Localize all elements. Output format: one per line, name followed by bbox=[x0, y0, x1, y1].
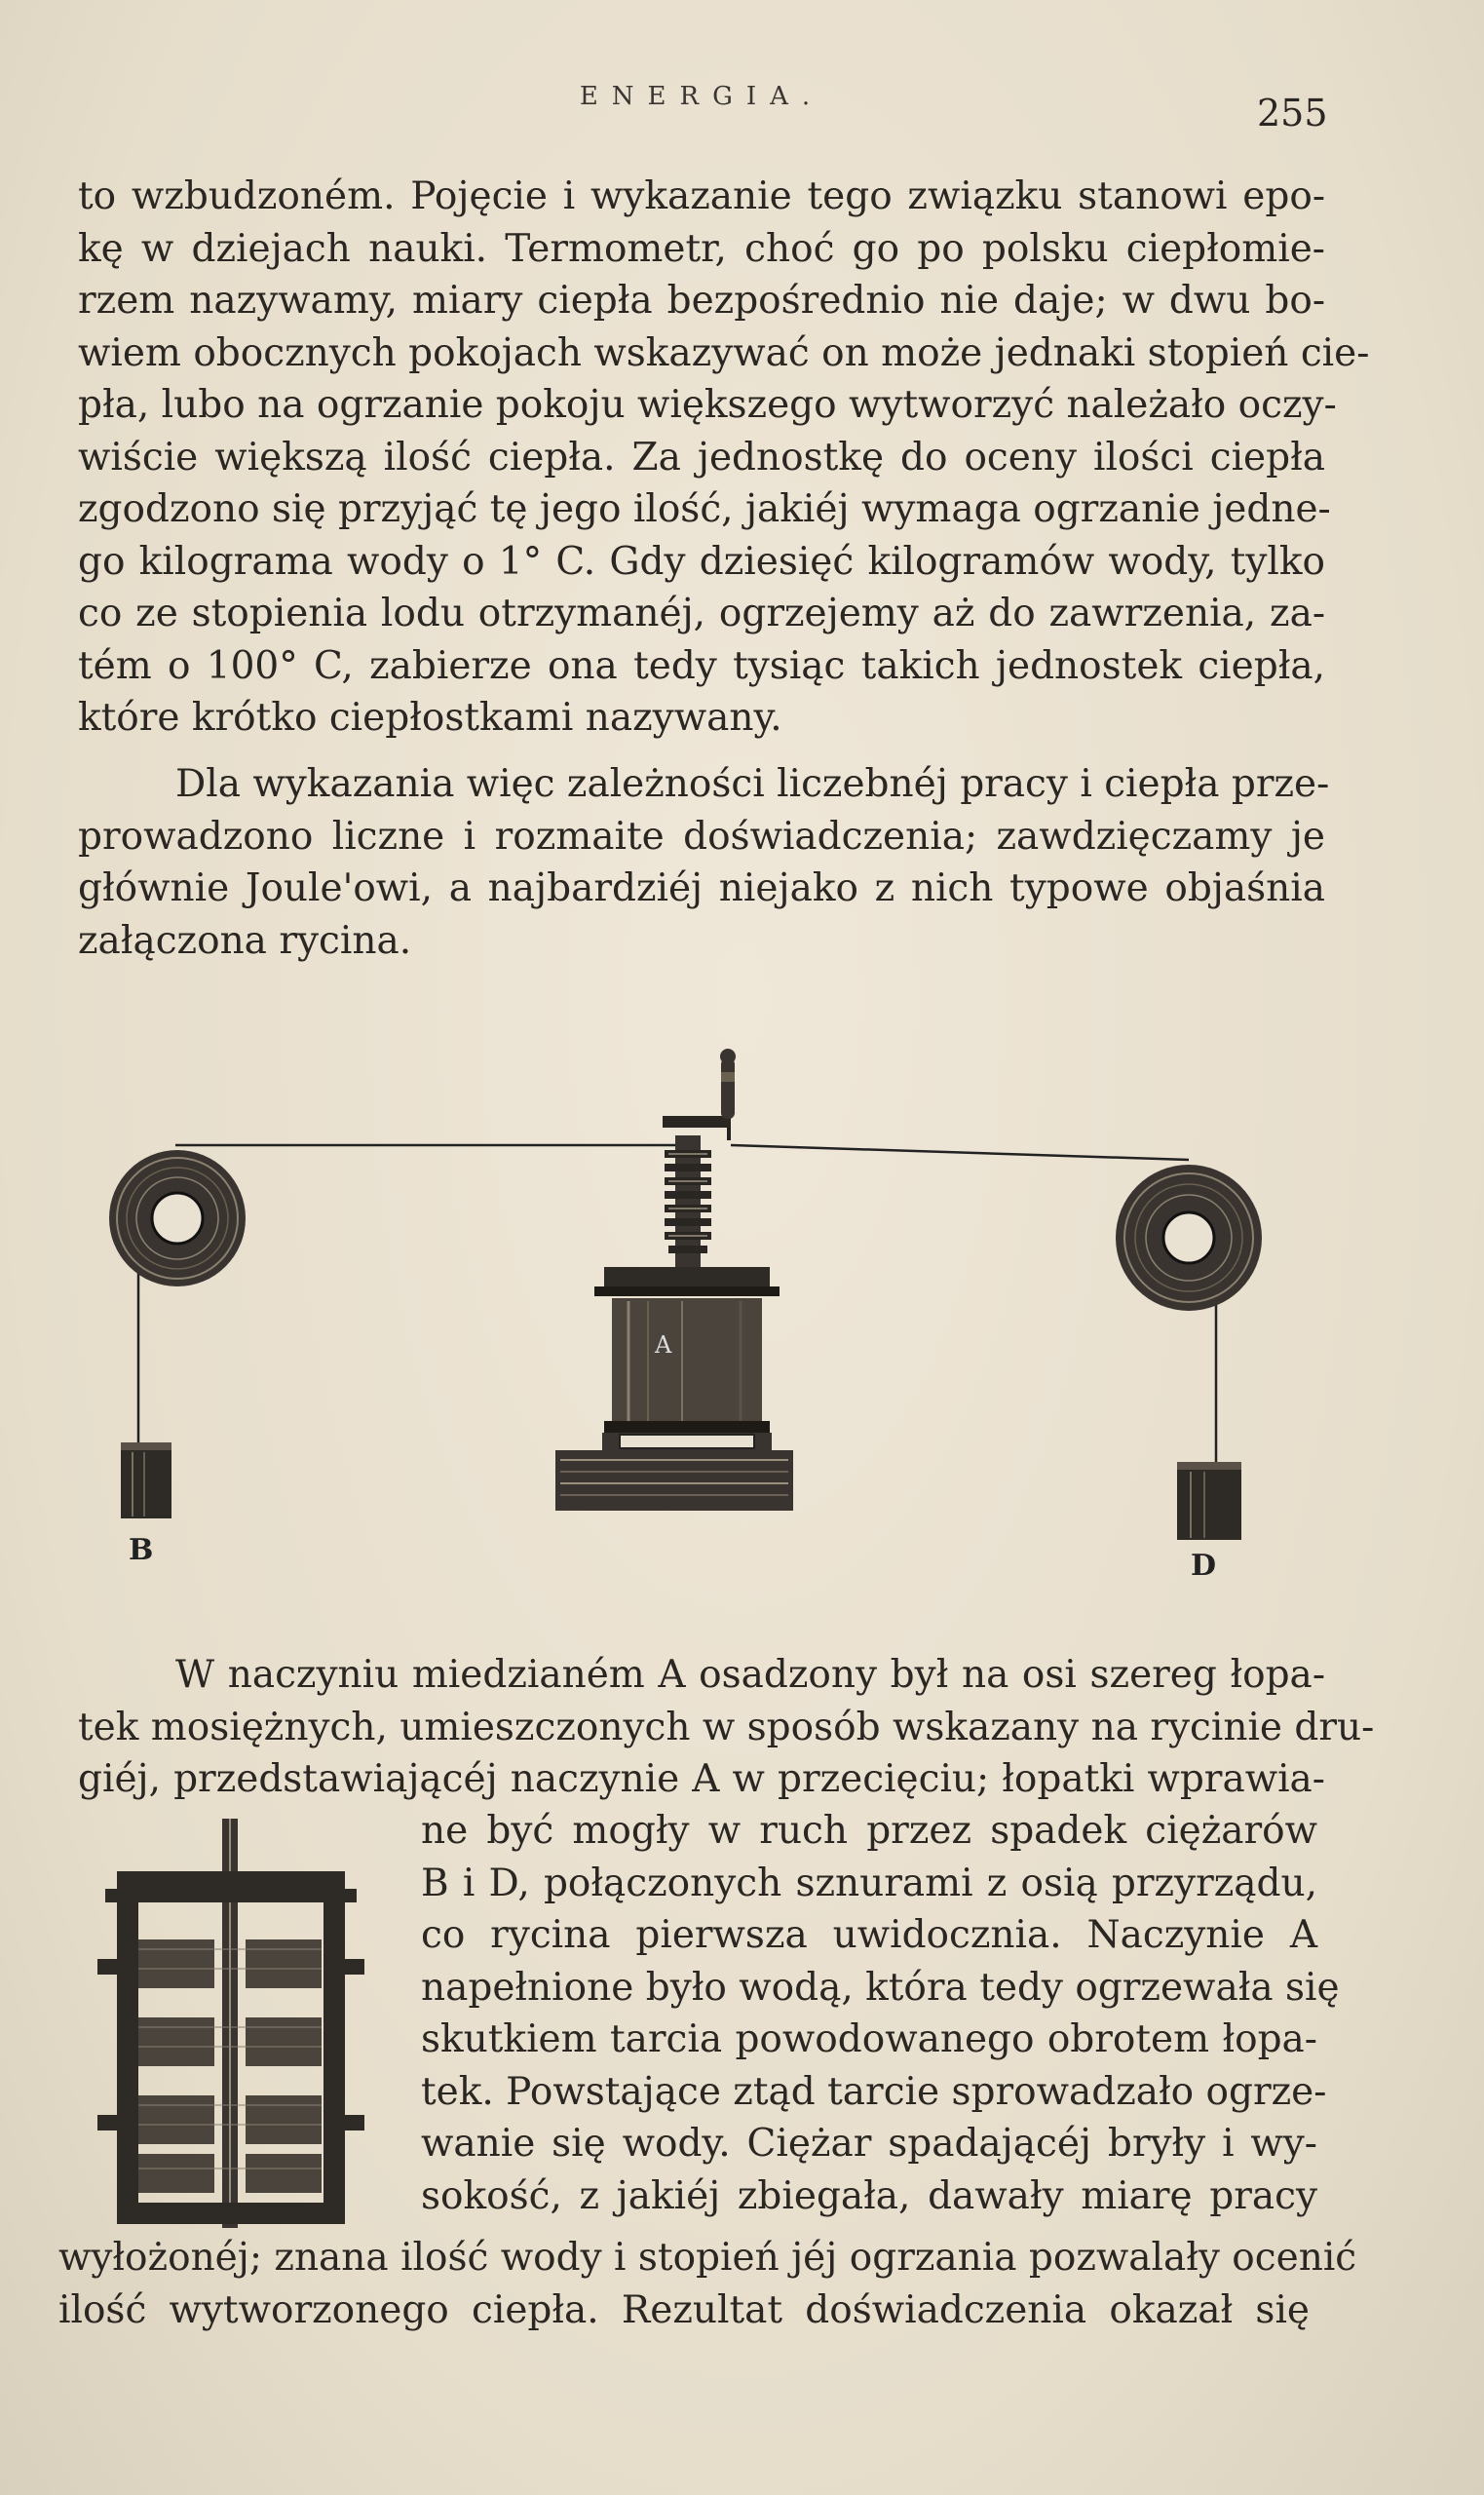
text-line: wyłożonéj; znana ilość wody i stopień jéj ogrzania pozwalały ocenić bbox=[58, 2236, 1357, 2280]
paragraph-3-wrapped bbox=[421, 1805, 1340, 2222]
label-d: D bbox=[1191, 1549, 1217, 1583]
right-pulley bbox=[1116, 1165, 1262, 1311]
text-line: napełnione było wodą, która tedy ogrzewała się bbox=[421, 1965, 1340, 2010]
text-line: tek mosiężnych, umieszczonych w sposób wskazany na rycinie dru- bbox=[78, 1705, 1375, 1749]
text-line: wiem obocznych pokojach wskazywać on może jednaki stopień cie- bbox=[78, 330, 1370, 375]
text-line: ilość wytworzonego ciepła. Rezultat doświadczenia okazał się bbox=[58, 2287, 1310, 2332]
weight-b bbox=[121, 1442, 171, 1518]
crank-handle bbox=[663, 1049, 736, 1140]
text-line: załączona rycina. bbox=[78, 918, 412, 963]
text-line: go kilograma wody o 1° C. Gdy dziesięć kilogramów wody, tylko bbox=[78, 539, 1325, 584]
vessel-section bbox=[97, 1819, 364, 2228]
text-line: B i D, połączonych sznurami z osią przyrządu, bbox=[421, 1861, 1317, 1905]
text-line: tek. Powstające ztąd tarcie sprowadzało ogrze- bbox=[421, 2069, 1327, 2114]
weight-d bbox=[1177, 1462, 1241, 1540]
text-line: W naczyniu miedzianém A osadzony był na osi szereg łopa- bbox=[175, 1653, 1325, 1697]
text-line: skutkiem tarcia powodowanego obrotem łopa- bbox=[421, 2017, 1317, 2061]
text-line: wiście większą ilość ciepła. Za jednostkę do oceny ilości ciepła bbox=[78, 435, 1325, 480]
text-line: co rycina pierwsza uwidocznia. Naczynie A bbox=[421, 1913, 1317, 1957]
joule-apparatus-figure bbox=[97, 1043, 1325, 1589]
text-line: tém o 100° C, zabierze ona tedy tysiąc takich jednostek ciepła, bbox=[78, 643, 1325, 688]
label-a: A bbox=[655, 1331, 672, 1359]
page-number: 255 bbox=[1257, 92, 1328, 134]
text-line: co ze stopienia lodu otrzymanéj, ogrzejemy aż do zawrzenia, za- bbox=[78, 592, 1325, 635]
paragraph-3 bbox=[78, 1649, 1375, 1806]
apparatus-base bbox=[555, 1433, 793, 1511]
label-b: B bbox=[129, 1533, 154, 1567]
text-line: które krótko ciepłostkami nazywany. bbox=[78, 696, 782, 740]
paragraph-4 bbox=[58, 2232, 1357, 2336]
spindle-coil bbox=[665, 1135, 711, 1272]
text-line: wanie się wody. Ciężar spadającéj bryły i wy- bbox=[421, 2122, 1317, 2166]
text-line: sokość, z jakiéj zbiegała, dawały miarę pracy bbox=[421, 2173, 1317, 2218]
text-line: ne być mogły w ruch przez spadek ciężarów bbox=[421, 1809, 1317, 1853]
text-line: Dla wykazania więc zależności liczebnéj pracy i ciepła prze- bbox=[175, 762, 1330, 806]
running-title: ENERGIA. bbox=[579, 82, 824, 111]
vessel-cross-section-figure bbox=[97, 1813, 370, 2242]
paragraph-2 bbox=[78, 758, 1330, 967]
right-string bbox=[731, 1145, 1189, 1160]
vessel-a bbox=[594, 1267, 780, 1433]
left-pulley bbox=[109, 1150, 246, 1286]
text-line: głównie Joule'owi, a najbardziéj niejako z nich typowe objaśnia bbox=[78, 866, 1325, 910]
text-line: pła, lubo na ogrzanie pokoju większego wytworzyć należało oczy- bbox=[78, 383, 1337, 427]
text-line: zgodzono się przyjąć tę jego ilość, jakiéj wymaga ogrzanie jedne- bbox=[78, 487, 1331, 531]
text-line: to wzbudzoném. Pojęcie i wykazanie tego związku stanowi epo- bbox=[78, 174, 1325, 218]
text-line: kę w dziejach nauki. Termometr, choć go po polsku ciepłomie- bbox=[78, 226, 1325, 271]
paragraph-1 bbox=[78, 171, 1370, 745]
text-line: rzem nazywamy, miary ciepła bezpośrednio nie daje; w dwu bo- bbox=[78, 279, 1325, 323]
text-line: giéj, przedstawiającéj naczynie A w przecięciu; łopatki wprawia- bbox=[78, 1757, 1325, 1801]
text-line: prowadzono liczne i rozmaite doświadczenia; zawdzięczamy je bbox=[78, 814, 1325, 859]
